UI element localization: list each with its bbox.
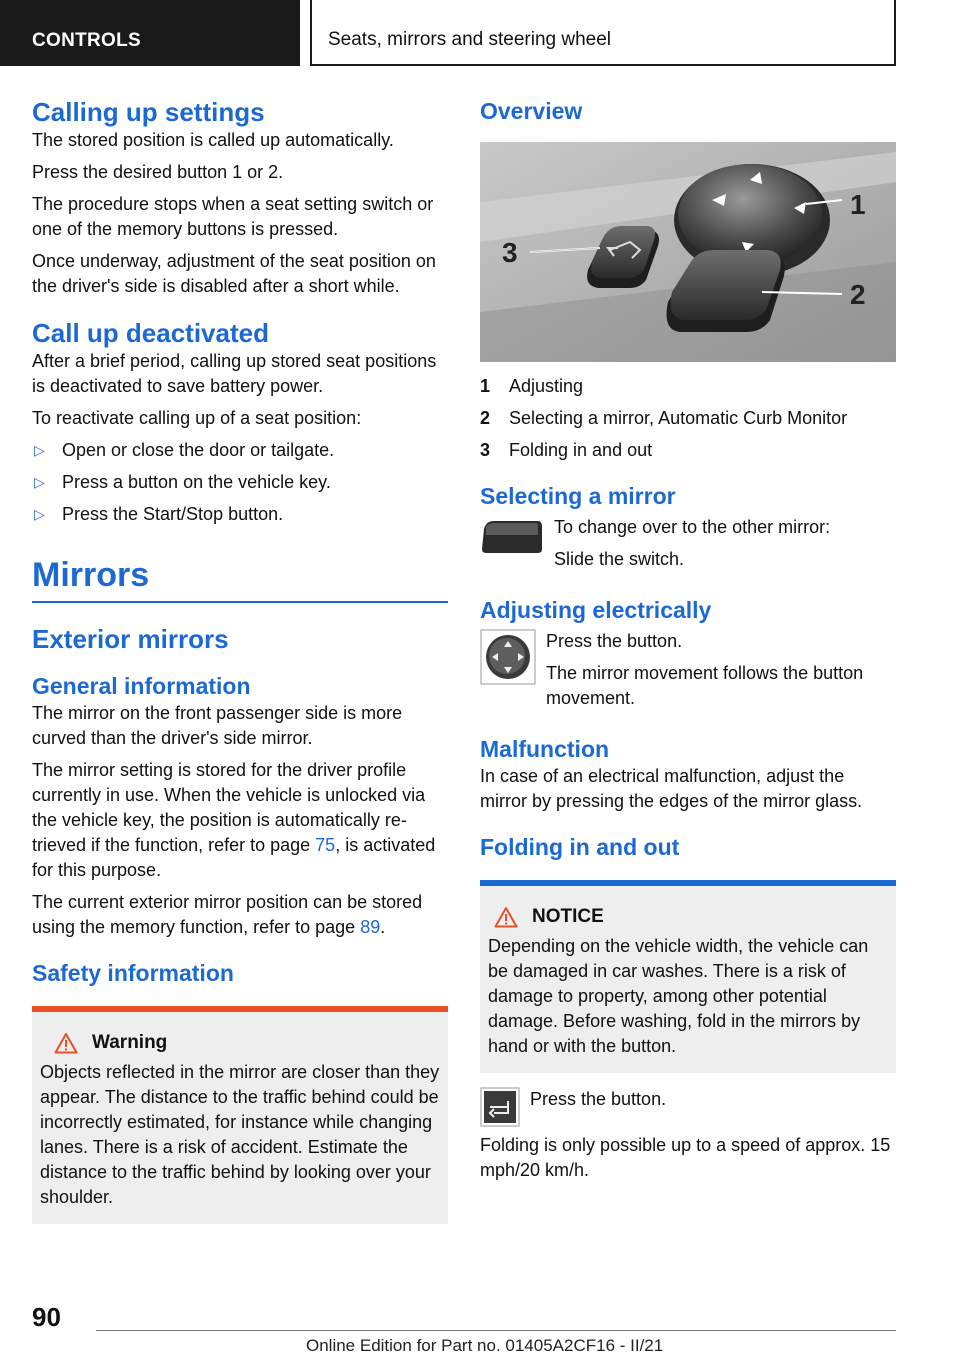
selecting-mirror-heading: Selecting a mirror [480, 483, 676, 509]
general-p3: The current exterior mirror position can be stored using the memory function, refer to page 89. [32, 892, 423, 937]
deactivated-p1: After a brief period, calling up stored seat positions is deactivated to save battery power. [32, 351, 437, 396]
page-89-link[interactable]: 89 [360, 917, 381, 937]
malfunction-p1: In case of an electrical malfunction, adjust the mirror by pressing the edges of the mirror glass. [480, 766, 863, 811]
page-number: 90 [32, 1302, 61, 1332]
callout-2: 2 [850, 279, 866, 310]
list-item: ▷ Press a button on the vehicle key. [32, 470, 448, 495]
warning-triangle-icon [54, 1032, 78, 1054]
safety-information-heading: Safety information [32, 960, 234, 986]
warning-title: Warning [92, 1032, 168, 1053]
overview-heading: Overview [480, 98, 583, 124]
calling-up-p4: Once underway, adjustment of the seat position on the driver's side is disabled after a short while. [32, 251, 436, 296]
overview-list [480, 374, 896, 463]
edition-text: Online Edition for Part no. 01405A2CF16 - II/21 [306, 1336, 664, 1355]
fold-mirror-button-icon [480, 1087, 520, 1127]
triangle-bullet-icon: ▷ [34, 474, 45, 490]
malfunction-heading: Malfunction [480, 736, 610, 762]
mirror-adjust-button-icon [480, 629, 536, 685]
notice-title: NOTICE [532, 906, 604, 927]
warning-text: Objects reflected in the mirror are closer than they appear. The distance to the traffic behind could be incorrectly estimated, for instance while changing lanes. There is a risk of accident. Estimate the distance to the traffic behind by looking over your shoulder. [40, 1062, 440, 1207]
section-label: CONTROLS [32, 30, 142, 51]
chapter-tab [310, 0, 896, 66]
calling-up-heading: Calling up settings [32, 97, 265, 127]
right-column [480, 96, 896, 1190]
list-item: 1 Adjusting [480, 376, 584, 396]
list-item: 2 Selecting a mirror, Automatic Curb Monitor [480, 408, 848, 428]
reactivate-list [32, 438, 448, 527]
footer-divider [96, 1330, 896, 1331]
folding-heading: Folding in and out [480, 834, 680, 860]
section-tab [0, 0, 300, 66]
selecting-row [480, 515, 896, 579]
list-item: 3 Folding in and out [480, 440, 653, 460]
mirror-control-photo [480, 142, 896, 362]
list-item: ▷ Open or close the door or tailgate. [32, 438, 448, 463]
calling-up-p2: Press the desired button 1 or 2. [32, 162, 284, 182]
left-column [32, 96, 448, 1224]
mirrors-heading: Mirrors [32, 555, 448, 603]
triangle-bullet-icon: ▷ [34, 506, 45, 522]
call-up-deactivated-heading: Call up deactivated [32, 318, 269, 348]
general-p1: The mirror on the front passenger side is more curved than the driver's side mirror. [32, 703, 403, 748]
selecting-p1: To change over to the other mirror: [554, 517, 831, 537]
general-information-heading: General information [32, 673, 251, 699]
callout-1: 1 [850, 189, 866, 220]
folding-p1: Press the button. [530, 1089, 667, 1109]
general-p2: The mirror setting is stored for the driver profile currently in use. When the vehicle is unlocked via the vehicle key, the position is automatically retrieved if the function, refer to page 75, is activated for this purpose. [32, 760, 436, 880]
list-item: ▷ Press the Start/Stop button. [32, 502, 448, 527]
calling-up-p3: The procedure stops when a seat setting switch or one of the memory buttons is pressed. [32, 194, 434, 239]
chapter-label: Seats, mirrors and steering wheel [328, 29, 612, 50]
adjusting-row [480, 629, 896, 718]
folding-row [480, 1087, 896, 1127]
calling-up-p1: The stored position is called up automatically. [32, 130, 394, 150]
deactivated-p2: To reactivate calling up of a seat position: [32, 408, 362, 428]
triangle-bullet-icon: ▷ [34, 442, 45, 458]
notice-box [480, 880, 896, 1073]
notice-text: Depending on the vehicle width, the vehicle can be damaged in car washes. There is a risk of damage to property, among other potential damage. Before washing, fold in the mirrors by hand or with the button. [488, 936, 869, 1056]
callout-3: 3 [502, 237, 518, 268]
exterior-mirrors-heading: Exterior mirrors [32, 624, 229, 654]
selecting-p2: Slide the switch. [554, 549, 685, 569]
mirror-select-switch-icon [480, 515, 544, 555]
adjusting-electrically-heading: Adjusting electrically [480, 597, 712, 623]
folding-p2: Folding is only possible up to a speed of approx. 15 mph/20 km/h. [480, 1135, 891, 1180]
adjusting-p1: Press the button. [546, 631, 683, 651]
page-75-link[interactable]: 75 [315, 835, 336, 855]
warning-box [32, 1006, 448, 1224]
adjusting-p2: The mirror movement follows the button movement. [546, 663, 864, 708]
notice-triangle-icon [494, 906, 518, 928]
